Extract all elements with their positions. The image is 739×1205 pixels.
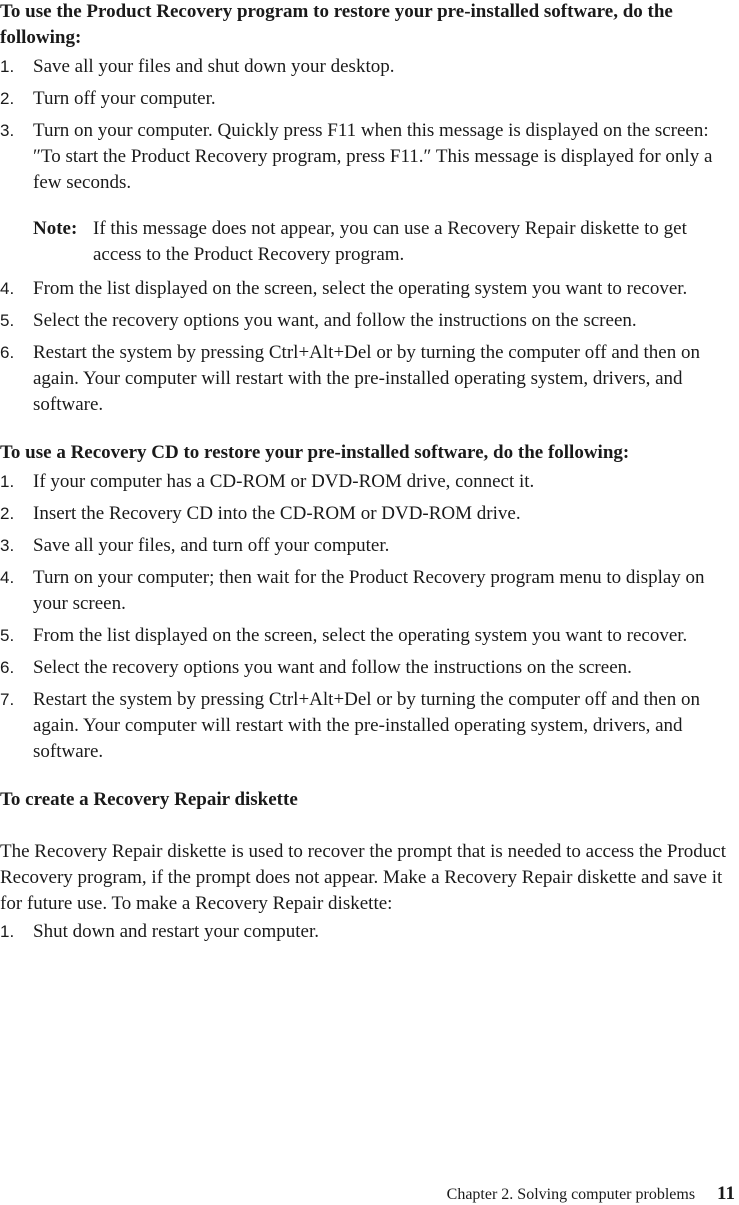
- list-item: [0, 86, 736, 112]
- step-text: Turn on your computer; then wait for the Product Recovery program menu to display on your screen.: [33, 567, 705, 614]
- section-heading-product-recovery: To use the Product Recovery program to restore your pre-installed software, do the following:: [0, 1, 673, 48]
- page-footer: [447, 1183, 735, 1205]
- step-text: Select the recovery options you want, and follow the instructions on the screen.: [33, 310, 637, 331]
- step-number: 1.: [0, 472, 15, 491]
- list-item: [0, 623, 736, 649]
- section-heading-recovery-cd: To use a Recovery CD to restore your pre-installed software, do the following:: [0, 442, 630, 463]
- step-text: If your computer has a CD-ROM or DVD-ROM drive, connect it.: [33, 471, 535, 492]
- page-number: 11: [717, 1183, 735, 1204]
- step-number: 1.: [0, 57, 15, 76]
- note-text: If this message does not appear, you can use a Recovery Repair diskette to get access to the Product Recovery program.: [93, 218, 687, 265]
- step-number: 2.: [0, 504, 15, 523]
- step-text: Save all your files, and turn off your computer.: [33, 535, 390, 556]
- list-item: [0, 919, 736, 945]
- step-number: 1.: [0, 922, 15, 941]
- step-number: 2.: [0, 89, 15, 108]
- note-block: [33, 216, 736, 270]
- list-item: [0, 565, 736, 617]
- list-item: [0, 655, 736, 681]
- step-number: 3.: [0, 121, 15, 140]
- step-text: Insert the Recovery CD into the CD-ROM or DVD-ROM drive.: [33, 503, 521, 524]
- list-item: [0, 469, 736, 495]
- step-text: Select the recovery options you want and follow the instructions on the screen.: [33, 657, 632, 678]
- list-item: [0, 340, 736, 418]
- list-item: [0, 118, 736, 270]
- step-text: Turn on your computer. Quickly press F11 when this message is displayed on the screen: ″To start the Product Recovery program, press F11.″ This message is displayed for only a few seconds.: [33, 120, 713, 193]
- step-number: 6.: [0, 343, 15, 362]
- repair-diskette-steps: [0, 919, 736, 945]
- step-text: Shut down and restart your computer.: [33, 921, 320, 942]
- section-heading-repair-diskette: To create a Recovery Repair diskette: [0, 789, 298, 810]
- footer-chapter-title: Chapter 2. Solving computer problems: [446, 1186, 696, 1203]
- list-item: [0, 533, 736, 559]
- step-text: Restart the system by pressing Ctrl+Alt+Del or by turning the computer off and then on again. Your computer will restart with the pre-installed operating system, drivers, and software.: [33, 342, 700, 415]
- step-text: Turn off your computer.: [33, 88, 216, 109]
- step-number: 4.: [0, 279, 15, 298]
- list-item: [0, 54, 736, 80]
- step-text: Restart the system by pressing Ctrl+Alt+Del or by turning the computer off and then on again. Your computer will restart with the pre-installed operating system, drivers, and software.: [33, 689, 700, 762]
- step-number: 7.: [0, 690, 15, 709]
- step-number: 5.: [0, 626, 15, 645]
- step-text: From the list displayed on the screen, select the operating system you want to recover.: [33, 625, 688, 646]
- list-item: [0, 501, 736, 527]
- step-number: 6.: [0, 658, 15, 677]
- step-number: 5.: [0, 311, 15, 330]
- step-text: From the list displayed on the screen, select the operating system you want to recover.: [33, 278, 688, 299]
- step-number: 4.: [0, 568, 15, 587]
- repair-diskette-paragraph: The Recovery Repair diskette is used to recover the prompt that is needed to access the Product Recovery program, if the prompt does not appear. Make a Recovery Repair diskette and save it for future use. To make a Recovery Repair diskette:: [0, 841, 726, 914]
- list-item: [0, 276, 736, 302]
- note-label: Note:: [33, 218, 78, 239]
- step-text: Save all your files and shut down your desktop.: [33, 56, 395, 77]
- list-item: [0, 687, 736, 765]
- step-number: 3.: [0, 536, 15, 555]
- product-recovery-steps: [0, 54, 736, 418]
- recovery-cd-steps: [0, 469, 736, 765]
- list-item: [0, 308, 736, 334]
